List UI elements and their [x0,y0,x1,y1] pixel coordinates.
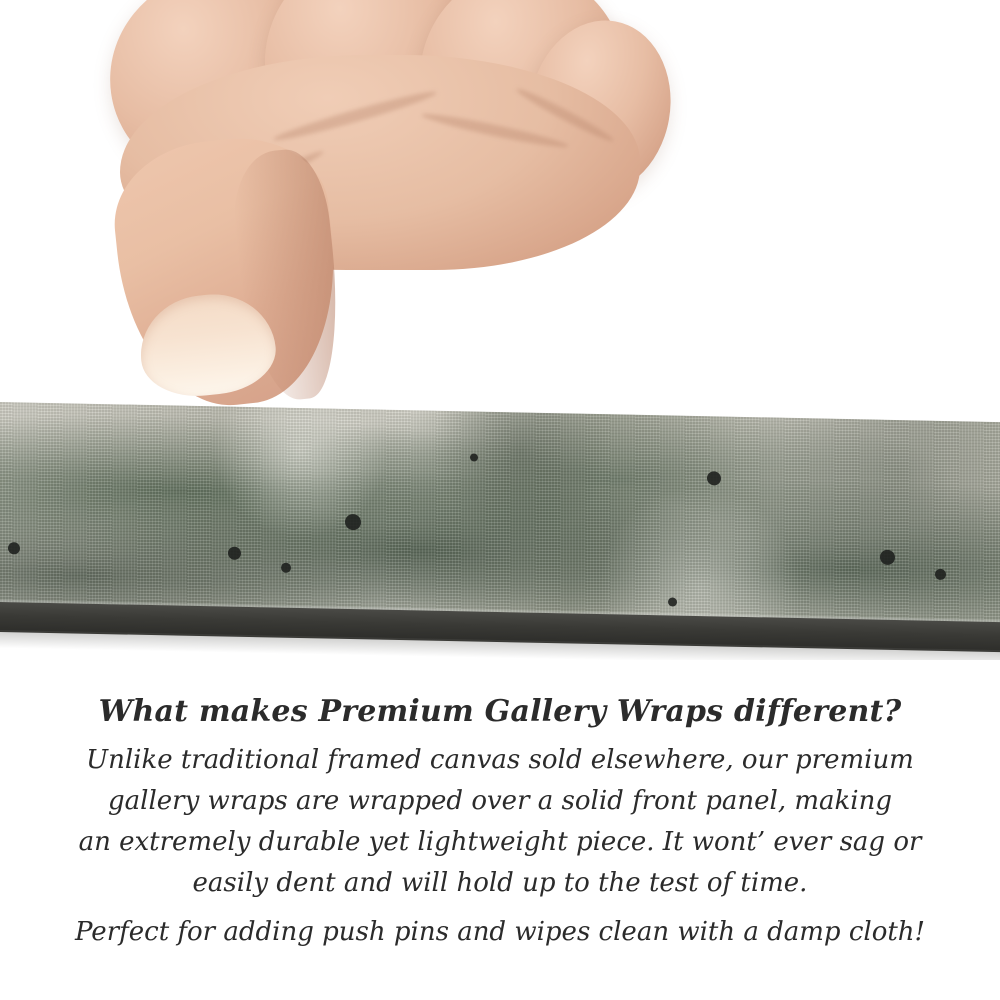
canvas-weave-texture [0,402,1000,637]
caption-line-4: easily dent and will hold up to the test of time. [192,867,808,898]
paint-speck [345,514,361,530]
paint-speck [281,563,291,573]
caption-closing-line: Perfect for adding push pins and wipes clean with a damp cloth! [74,916,925,947]
paint-speck [880,550,895,565]
caption-line-3: an extremely durable yet lightweight piece. It wont’ ever sag or [78,826,922,857]
caption-line-2: gallery wraps are wrapped over a solid front panel, making [108,785,892,816]
paint-speck [707,471,721,485]
caption-heading: What makes Premium Gallery Wraps different? [98,694,902,729]
paint-speck [470,453,478,461]
caption-line-1: Unlike traditional framed canvas sold elsewhere, our premium [86,744,914,775]
canvas-paint-mottling [0,402,1000,637]
hand-icon [90,0,650,430]
paint-speck [668,597,677,606]
paint-speck [8,542,20,554]
caption-block [0,690,1000,953]
paint-speck [228,547,241,560]
canvas-edge-icon [0,402,1000,637]
paint-speck [935,569,946,580]
